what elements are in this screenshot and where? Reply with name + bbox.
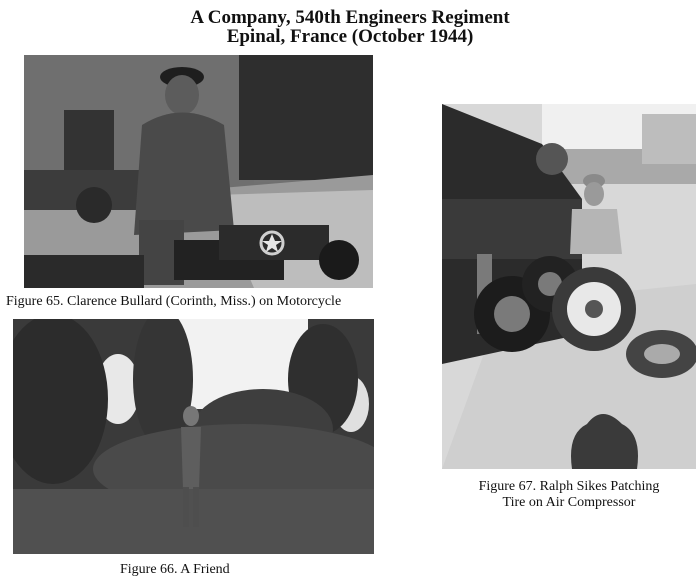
photo-soldier-on-motorcycle xyxy=(24,55,373,288)
figure-67-caption-line-2: Tire on Air Compressor xyxy=(502,495,636,510)
page-title-line-1: A Company, 540th Engineers Regiment xyxy=(190,7,510,28)
figure-67-caption-line-1: Figure 67. Ralph Sikes Patching xyxy=(478,479,660,494)
photo-friend-among-trees xyxy=(13,319,374,554)
figure-65-caption: Figure 65. Clarence Bullard (Corinth, Miss.) on Motorcycle xyxy=(6,294,342,309)
photo-soldier-patching-tire xyxy=(442,104,696,469)
page-title-line-2: Epinal, France (October 1944) xyxy=(226,26,474,47)
figure-66-caption: Figure 66. A Friend xyxy=(120,562,230,577)
